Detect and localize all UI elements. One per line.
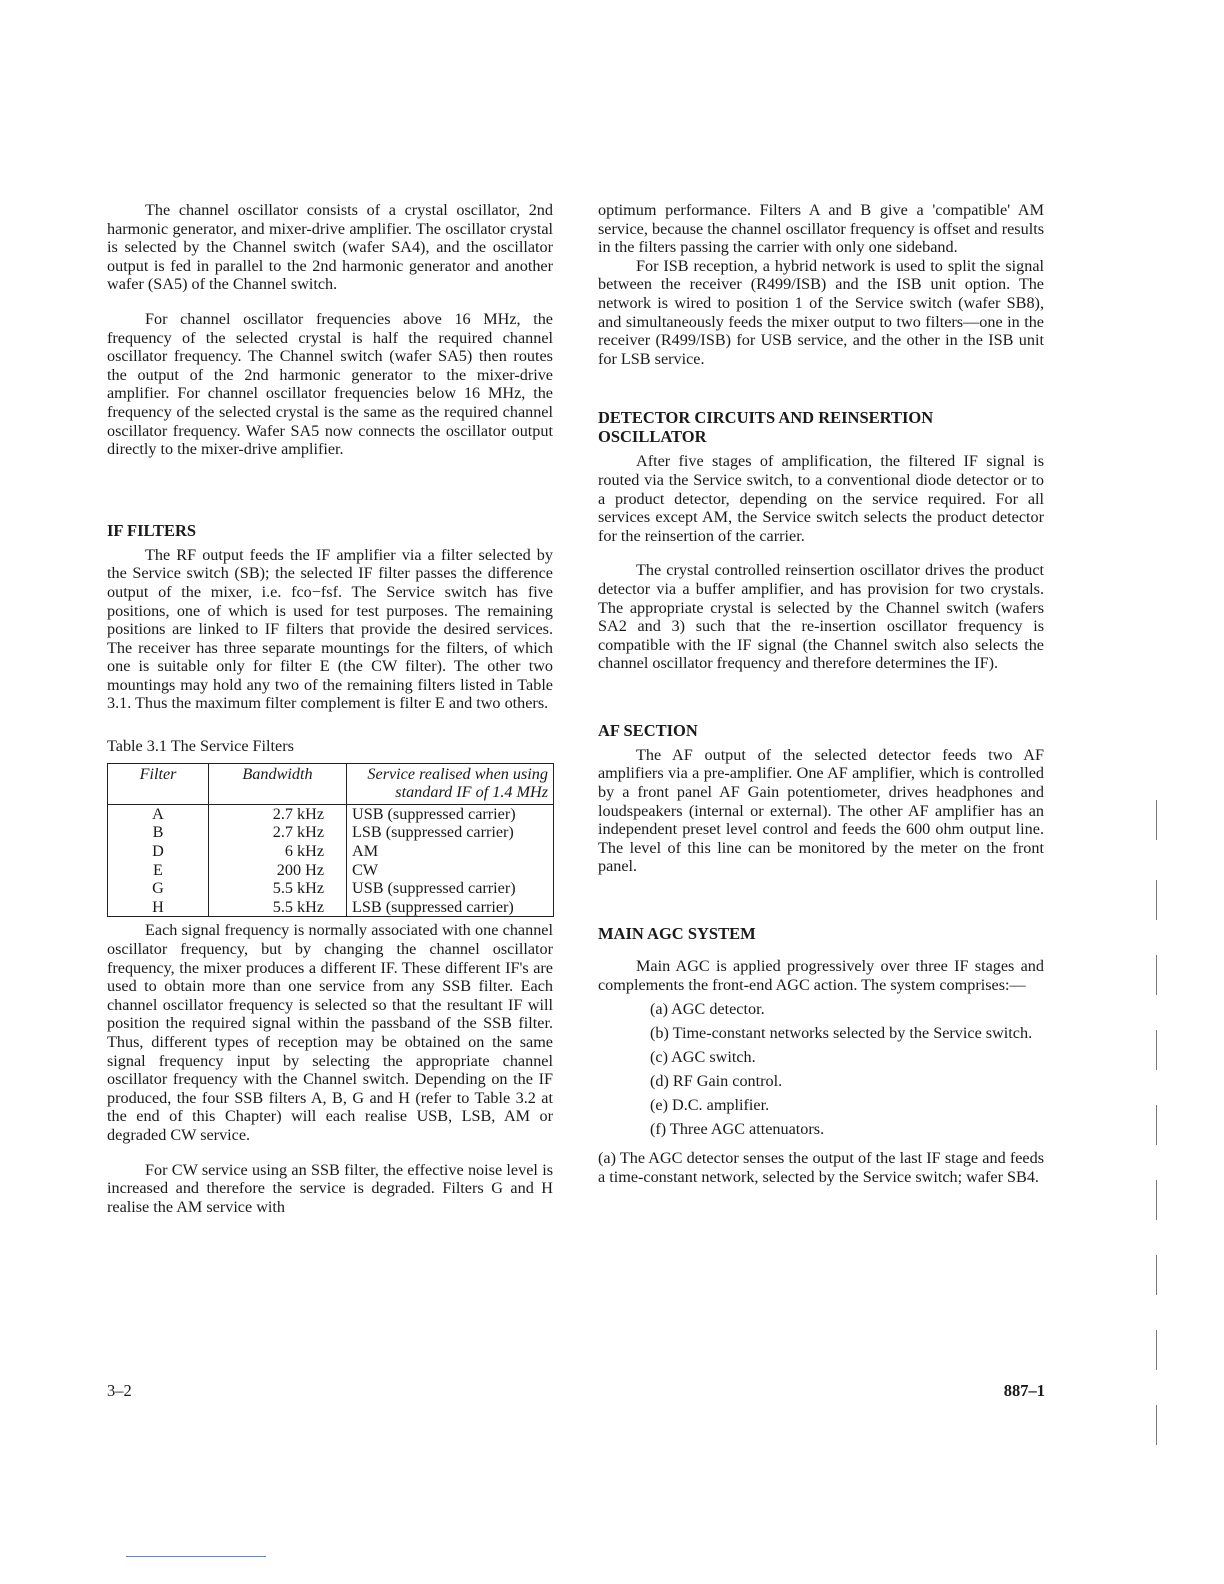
left-column <box>107 201 553 1216</box>
paragraph-detector: After five stages of amplification, the filtered IF signal is routed via the Service switch, to a conventional diode detector or to a product detector, depending on the service required. For all services except AM, the Service switch selects the product detector for the reinsertion of the carrier. <box>598 452 1044 545</box>
cell-service: USB (suppressed carrier) <box>347 879 554 898</box>
paragraph-cw-service: For CW service using an SSB filter, the effective noise level is increased and therefore the service is degraded. Filters G and H realise the AM service with <box>107 1160 553 1216</box>
list-item: (a) AGC detector. <box>650 1000 765 1019</box>
heading-detector-circuits: DETECTOR CIRCUITS AND REINSERTION OSCILLATOR <box>598 408 934 447</box>
paragraph-reinsertion-oscillator: The crystal controlled reinsertion oscillator drives the product detector via a buffer amplifier, and has provision for two crystals. The appropriate crystal is selected by the Channel switch (wafers SA2 and 3) such that the re-insertion oscillator frequency is compatible with the IF signal (the Channel switch also selects the channel oscillator frequency and therefore determines the IF). <box>598 561 1044 673</box>
cell-bandwidth: 2.7 kHz <box>209 804 347 823</box>
cell-filter: D <box>108 842 209 861</box>
table-row <box>108 879 554 898</box>
table-header-row <box>108 763 554 804</box>
heading-main-agc: MAIN AGC SYSTEM <box>598 924 756 944</box>
paragraph-isb-reception: For ISB reception, a hybrid network is used to split the signal between the receiver (R499/ISB) and the ISB unit option. The network is wired to position 1 of the Service switch (wafer SB8), and simultaneously feeds the mixer output to two filters—one in the receiver (R499/ISB) for USB service, and the other in the ISB unit for LSB service. <box>598 256 1044 368</box>
paragraph-if-filters: The RF output feeds the IF amplifier via a filter selected by the Service switch (SB); the selected IF filter passes the difference output of the mixer, i.e. fco−fsf. The Service switch has five positions, one of which is used for test purposes. The remaining positions are linked to IF filters that provide the desired services. The receiver has three separate mountings for the filters, of which one is suitable only for filter E (the CW filter). The other two mountings may hold any two of the remaining filters listed in Table 3.1. Thus the maximum filter complement is filter E and two others. <box>107 545 553 713</box>
scan-artifact-line <box>126 1556 266 1557</box>
agc-components-list <box>650 1000 1044 1139</box>
paragraph-channel-oscillator: The channel oscillator consists of a crystal oscillator, 2nd harmonic generator, and mixer-drive amplifier. The oscillator crystal is selected by the Channel switch (wafer SA4), and the oscillator output is fed in parallel to the 2nd harmonic generator and another wafer (SA5) of the Channel switch. <box>107 201 553 294</box>
list-item: (b) Time-constant networks selected by the Service switch. <box>650 1024 1033 1043</box>
table-caption: Table 3.1 The Service Filters <box>107 737 294 756</box>
cell-filter: E <box>108 861 209 880</box>
list-item: (d) RF Gain control. <box>650 1072 783 1091</box>
edge-mark <box>1156 1405 1157 1445</box>
edge-mark <box>1156 800 1157 840</box>
table-row <box>108 823 554 842</box>
edge-mark <box>1156 1180 1157 1220</box>
heading-if-filters: IF FILTERS <box>107 520 197 540</box>
table-row <box>108 804 554 823</box>
cell-bandwidth: 5.5 kHz <box>209 879 347 898</box>
document-number: 887–1 <box>1003 1381 1045 1400</box>
edge-mark <box>1156 1255 1157 1295</box>
cell-bandwidth: 2.7 kHz <box>209 823 347 842</box>
list-item: (e) D.C. amplifier. <box>650 1096 770 1115</box>
cell-filter: H <box>108 898 209 917</box>
paragraph-signal-frequency: Each signal frequency is normally associated with one channel oscillator frequency, but by changing the channel oscillator frequency, the mixer produces a different IF. These different IF's are used to obtain more than one service from any SSB filter. Each channel oscillator frequency is selected so that the resultant IF will position the required signal within the passband of the SSB filter. Thus, different types of reception may be obtained on the same signal frequency input by selecting the appropriate channel oscillator frequency with the Channel switch. Depending on the IF produced, the four SSB filters A, B, G and H (refer to Table 3.2 at the end of this Chapter) will each realise USB, LSB, AM or degraded CW service. <box>107 921 553 1144</box>
list-item: (f) Three AGC attenuators. <box>650 1120 825 1139</box>
cell-service: USB (suppressed carrier) <box>347 804 554 823</box>
cell-filter: A <box>108 804 209 823</box>
header-filter: Filter <box>108 763 209 804</box>
paragraph-optimum-performance: optimum performance. Filters A and B give a 'compatible' AM service, because the channel oscillator frequency is offset and results in the filters passing the carrier with only one sideband. <box>598 201 1044 257</box>
cell-service: AM <box>347 842 554 861</box>
cell-service: LSB (suppressed carrier) <box>347 823 554 842</box>
table-row <box>108 898 554 917</box>
paragraph-main-agc: Main AGC is applied progressively over three IF stages and complements the front-end AGC action. The system comprises:— <box>598 957 1044 994</box>
header-bandwidth: Bandwidth <box>209 763 347 804</box>
heading-af-section: AF SECTION <box>598 720 698 740</box>
list-item: (c) AGC switch. <box>650 1048 756 1067</box>
edge-mark <box>1156 1030 1157 1070</box>
edge-mark <box>1156 955 1157 995</box>
cell-filter: B <box>108 823 209 842</box>
table-row <box>108 861 554 880</box>
service-filters-table <box>107 763 554 918</box>
cell-bandwidth: 200 Hz <box>209 861 347 880</box>
edge-mark <box>1156 880 1157 920</box>
header-service: Service realised when using standard IF of 1.4 MHz <box>347 763 554 804</box>
paragraph-oscillator-frequencies: For channel oscillator frequencies above 16 MHz, the frequency of the selected crystal is half the required channel oscillator frequency. The Channel switch (wafer SA5) then routes the output of the 2nd harmonic generator to the mixer-drive amplifier. For channel oscillator frequencies below 16 MHz, the frequency of the selected crystal is the same as the required channel oscillator frequency. Wafer SA5 now connects the oscillator output directly to the mixer-drive amplifier. <box>107 309 553 459</box>
edge-mark <box>1156 1330 1157 1370</box>
cell-bandwidth: 5.5 kHz <box>209 898 347 917</box>
cell-service: CW <box>347 861 554 880</box>
paragraph-agc-detector: (a) The AGC detector senses the output of the last IF stage and feeds a time-constant network, selected by the Service switch; wafer SB4. <box>598 1149 1044 1186</box>
edge-mark <box>1156 1105 1157 1145</box>
cell-service: LSB (suppressed carrier) <box>347 898 554 917</box>
right-column <box>598 201 1044 1186</box>
table-row <box>108 842 554 861</box>
page-number: 3–2 <box>107 1381 132 1400</box>
cell-filter: G <box>108 879 209 898</box>
paragraph-af-section: The AF output of the selected detector feeds two AF amplifiers via a pre-amplifier. One AF amplifier, which is controlled by a front panel AF Gain potentiometer, drives headphones and loudspeakers (internal or external). The other AF amplifier has an independent preset level control and feeds the 600 ohm output line. The level of this line can be monitored by the meter on the front panel. <box>598 745 1044 876</box>
cell-bandwidth: 6 kHz <box>209 842 347 861</box>
